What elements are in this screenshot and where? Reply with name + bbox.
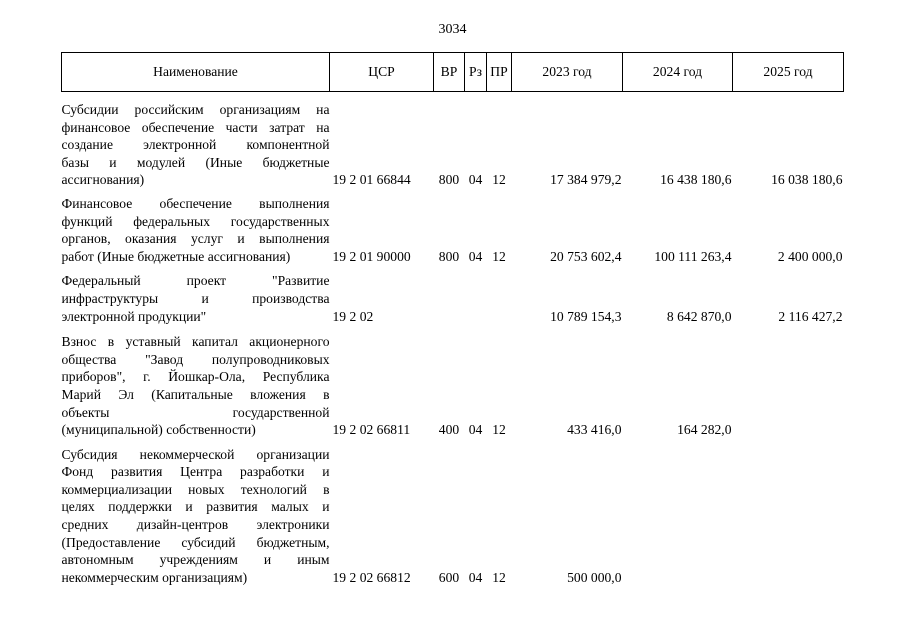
row-vr [434,272,465,325]
row-name-line: работ (Иные бюджетные ассигнования) [61,248,291,264]
row-amount-2024: 8 642 870,0 [666,308,732,324]
row-amount-2025 [733,446,844,587]
row-name-line: объекты государственной [61,404,330,420]
row-amount-2024: 100 111 263,4 [654,248,732,264]
row-name-line: некоммерческим организациям) [61,569,248,585]
row-vr: 400 [438,422,460,438]
header-name: Наименование [62,53,330,92]
row-csr: 19 2 02 66811 [332,422,411,438]
row-vr: 800 [438,248,460,264]
row-amount-2024 [623,446,733,587]
table-row [62,101,844,189]
row-name-line: функций федеральных государственных [61,213,330,229]
row-spacer-cell [62,265,844,272]
row-amount-2025: 2 116 427,2 [778,308,843,324]
row-rz: 04 [468,422,483,438]
table-body [62,92,844,587]
row-csr: 19 2 02 [332,308,374,324]
row-pr: 12 [492,172,506,188]
row-name-line: автономным учреждениям и иным [61,552,330,568]
row-name-line: общества "Завод полупроводниковых [61,351,330,367]
row-amount-2023: 10 789 154,3 [550,308,622,324]
row-rz: 04 [468,248,483,264]
row-name-line: ассигнования) [61,172,145,188]
row-name-line: финансовое обеспечение части затрат на [61,119,330,135]
row-amount-2025: 16 038 180,6 [771,172,843,188]
table-row [62,195,844,265]
row-name-line: приборов", г. Йошкар-Ола, Республика [61,369,330,385]
header-2023: 2023 год [512,53,623,92]
row-name-line: коммерциализации новых технологий в [61,481,330,497]
row-name-cell [62,101,330,189]
row-name-line: Финансовое обеспечение выполнения [61,195,330,211]
row-pr [487,272,512,325]
row-spacer-cell [62,92,844,102]
row-spacer-cell [62,325,844,333]
row-rz [465,272,487,325]
table-row [62,333,844,439]
row-amount-2024: 16 438 180,6 [660,172,732,188]
row-amount-2023: 433 416,0 [567,422,622,438]
row-amount-2025 [733,333,844,439]
table-row [62,446,844,587]
row-name-line: базы и модулей (Иные бюджетные [61,154,330,170]
row-amount-2024: 164 282,0 [677,422,732,438]
row-spacer [62,439,844,446]
row-vr: 600 [438,569,460,585]
row-name-line: Марий Эл (Капитальные вложения в [61,386,330,402]
row-csr: 19 2 01 90000 [332,248,411,264]
header-2024: 2024 год [623,53,733,92]
row-amount-2023: 17 384 979,2 [550,172,622,188]
page-number: 3034 [438,22,467,37]
row-spacer-cell [62,439,844,446]
row-name-cell [62,333,330,439]
row-csr: 19 2 01 66844 [332,172,411,188]
row-name-line: Взнос в уставный капитал акционерного [61,334,330,350]
row-amount-2025: 2 400 000,0 [777,248,843,264]
row-spacer [62,92,844,102]
table-header-row [62,53,844,92]
row-name-line: Федеральный проект "Развитие [61,273,330,289]
header-vr: ВР [434,53,465,92]
row-name-line: органов, оказания услуг и выполнения [61,231,330,247]
row-rz: 04 [468,569,483,585]
row-name-line: инфраструктуры и производства [61,290,330,306]
header-rz: Рз [465,53,487,92]
header-pr: ПР [487,53,512,92]
table-row [62,272,844,325]
row-name-line: целях поддержки и развития малых и [61,499,330,515]
row-name-line: электронной продукции" [61,308,207,324]
row-amount-2023: 20 753 602,4 [550,248,622,264]
row-pr: 12 [492,248,506,264]
row-csr: 19 2 02 66812 [332,569,411,585]
row-name-line: средних дизайн-центров электроники [61,517,330,533]
row-name-cell [62,272,330,325]
row-name-line: (муниципальной) собственности) [61,422,256,438]
row-spacer [62,325,844,333]
header-2025: 2025 год [733,53,844,92]
row-spacer [62,265,844,272]
row-name-line: Субсидии российским организациям на [61,102,330,117]
row-amount-2023: 500 000,0 [567,569,622,585]
row-pr: 12 [492,422,506,438]
row-vr: 800 [438,172,460,188]
row-pr: 12 [492,569,506,585]
row-name-line: создание электронной компонентной [61,137,330,153]
row-name-cell [62,195,330,265]
row-name-line: Субсидия некоммерческой организации [61,446,330,462]
row-name-cell [62,446,330,587]
row-name-line: (Предоставление субсидий бюджетным, [61,534,330,550]
row-rz: 04 [468,172,483,188]
row-name-line: Фонд развития Центра разработки и [61,464,330,480]
header-csr: ЦСР [330,53,434,92]
budget-table [61,52,844,586]
